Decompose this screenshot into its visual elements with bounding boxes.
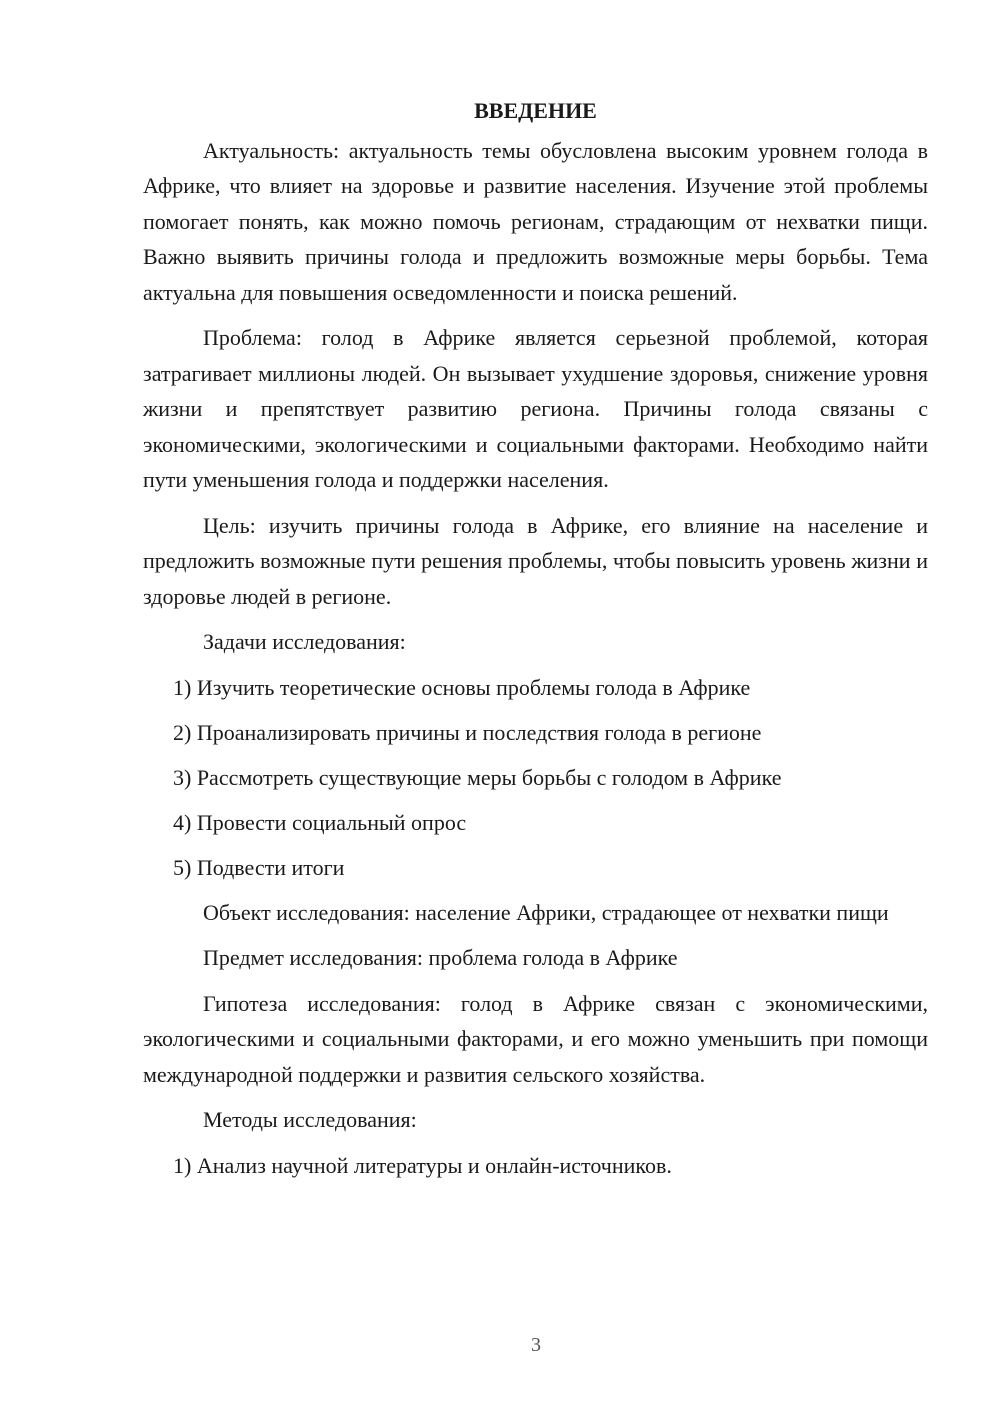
list-item: 5) Подвести итоги (173, 854, 345, 880)
tasks-list (143, 670, 928, 886)
list-item: 1) Изучить теоретические основы проблемы голода в Африке (173, 674, 751, 700)
relevance-paragraph: Актуальность: актуальность темы обусловлена высоким уровнем голода в Африке, что влияет на здоровье и развитие населения. Изучение этой проблемы помогает понять, как можно помочь регионам, страдающим от нехватки пищи. Важно выявить причины голода и предложить возможные меры борьбы. Тема актуальна для повышения осведомленности и поиска решений. (143, 137, 928, 305)
page-number: 3 (531, 1334, 541, 1356)
list-item: 3) Рассмотреть существующие меры борьбы с голодом в Африке (173, 764, 782, 790)
methods-list (143, 1148, 928, 1184)
tasks-heading: Задачи исследования: (203, 629, 406, 654)
list-item: 1) Анализ научной литературы и онлайн-источников. (173, 1152, 672, 1178)
document-title: ВВЕДЕНИЕ (474, 98, 597, 123)
list-item: 2) Проанализировать причины и последствия голода в регионе (173, 719, 762, 745)
goal-paragraph: Цель: изучить причины голода в Африке, его влияние на население и предложить возможные пути решения проблемы, чтобы повысить уровень жизни и здоровье людей в регионе. (143, 512, 928, 609)
object-paragraph: Объект исследования: население Африки, страдающее от нехватки пищи (203, 899, 889, 925)
list-item: 4) Провести социальный опрос (173, 809, 467, 835)
problem-paragraph: Проблема: голод в Африке является серьезной проблемой, которая затрагивает миллионы людей. Он вызывает ухудшение здоровья, снижение уровня жизни и препятствует развитию региона. Причины голода связаны с экономическими, экологическими и социальными факторами. Необходимо найти пути уменьшения голода и поддержки населения. (143, 325, 928, 492)
methods-heading: Методы исследования: (203, 1107, 417, 1132)
hypothesis-paragraph: Гипотеза исследования: голод в Африке связан с экономическими, экологическими и социальными факторами, и его можно уменьшить при помощи международной поддержки и развития сельского хозяйства. (143, 990, 928, 1087)
document-page (143, 93, 928, 1193)
subject-paragraph: Предмет исследования: проблема голода в Африке (203, 945, 678, 970)
